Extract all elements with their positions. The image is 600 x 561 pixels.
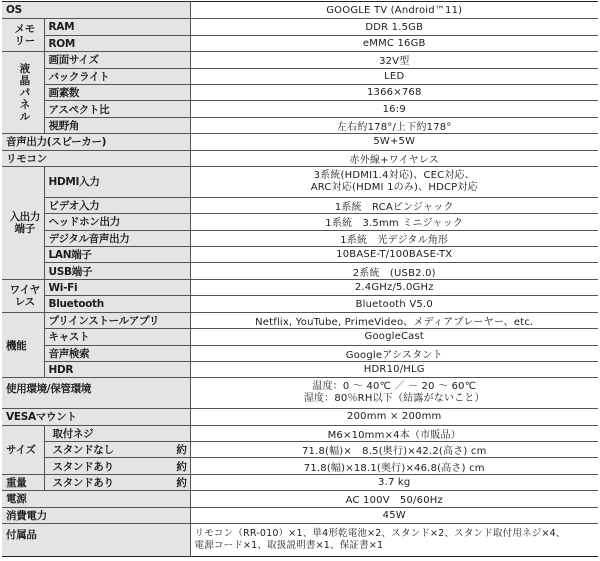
value-rom: eMMC 16GB — [190, 35, 598, 51]
row-video — [2, 197, 598, 213]
group-panel-line5: ル — [19, 110, 30, 123]
group-io-line1: 入出力 — [9, 210, 41, 223]
label-apps: プリインストールアプリ — [44, 312, 190, 328]
label-pixels: 画素数 — [44, 85, 190, 101]
group-wireless-line1: ワイヤ — [9, 283, 40, 296]
group-memory-line2: リー — [14, 35, 35, 48]
label-weight-text: スタンドあり — [52, 476, 114, 489]
value-headphone: 1系統 3.5mm ミニジャック — [190, 214, 598, 230]
label-voice: 音声検索 — [44, 345, 190, 361]
label-bluetooth: Bluetooth — [44, 296, 190, 312]
group-weight: 重量 — [2, 474, 44, 490]
group-features: 機能 — [2, 312, 44, 378]
value-digital: 1系統 光デジタル角形 — [190, 230, 598, 246]
value-voice: Googleアシスタント — [190, 345, 598, 361]
group-wireless — [2, 279, 44, 312]
value-hdmi-line2: ARC対応(HDMI 1のみ)、HDCP対応 — [310, 181, 478, 193]
label-wifi: Wi-Fi — [44, 279, 190, 295]
value-accessories-line2: 電源コード×1、取扱説明書×1、保証書×1 — [194, 539, 384, 551]
value-aspect: 16:9 — [190, 101, 598, 117]
group-panel-line2: 晶 — [19, 74, 30, 87]
row-backlight — [2, 68, 598, 84]
label-power: 電源 — [2, 491, 190, 507]
group-wireless-line2: レス — [14, 295, 35, 308]
value-ram: DDR 1.5GB — [190, 19, 598, 35]
row-rom — [2, 35, 598, 51]
value-hdmi-line1: 3系統(HDMI1.4対応)、CEC対応、 — [313, 169, 475, 181]
label-lan: LAN端子 — [44, 247, 190, 263]
value-no-stand: 71.8(幅)× 8.5(奥行)×42.2(高さ) cm — [190, 441, 598, 457]
row-voice — [2, 345, 598, 361]
row-accessories — [2, 523, 598, 556]
group-panel-line3: パ — [19, 86, 30, 99]
label-consumption: 消費電力 — [2, 507, 190, 523]
label-hdr: HDR — [44, 361, 190, 377]
value-weight: 3.7 kg — [190, 474, 598, 490]
value-consumption: 45W — [190, 507, 598, 523]
label-digital: デジタル音声出力 — [44, 230, 190, 246]
row-ram — [2, 19, 598, 35]
label-remote: リモコン — [2, 150, 190, 166]
value-usb: 2系統 (USB2.0) — [190, 263, 598, 279]
value-vesa: 200mm × 200mm — [190, 409, 598, 425]
row-weight — [2, 474, 598, 490]
row-os — [2, 2, 598, 19]
value-apps: Netflix, YouTube, PrimeVideo、メディアプレーヤー、etc. — [190, 312, 598, 328]
row-audio — [2, 134, 598, 150]
value-pixels: 1366×768 — [190, 85, 598, 101]
value-environment-line1: 温度：0 ～ 40℃ ／ － 20 ～ 60℃ — [312, 381, 477, 393]
value-lan: 10BASE-T/100BASE-TX — [190, 247, 598, 263]
label-environment: 使用環境/保管環境 — [2, 378, 190, 409]
value-audio: 5W+5W — [190, 134, 598, 150]
value-remote: 赤外線+ワイヤレス — [190, 150, 598, 166]
label-aspect: アスペクト比 — [44, 101, 190, 117]
value-backlight: LED — [190, 68, 598, 84]
label-viewing: 視野角 — [44, 117, 190, 133]
row-hdmi — [2, 167, 598, 198]
row-wifi — [2, 279, 598, 295]
label-ram: RAM — [44, 19, 190, 35]
value-bluetooth: Bluetooth V5.0 — [190, 296, 598, 312]
row-no-stand — [2, 441, 598, 457]
label-hdmi: HDMI入力 — [44, 167, 190, 198]
row-screws — [2, 425, 598, 441]
value-video: 1系統 RCAピンジャック — [190, 197, 598, 213]
value-accessories-line1: リモコン（RR-010）×1、単4形乾電池×2、スタンド×2、スタンド取付用ネジ×4、 — [194, 527, 566, 539]
label-usb: USB端子 — [44, 263, 190, 279]
row-hdr — [2, 361, 598, 377]
row-bluetooth — [2, 296, 598, 312]
label-headphone: ヘッドホン出力 — [44, 214, 190, 230]
group-memory — [2, 19, 44, 52]
group-size: サイズ — [2, 425, 44, 474]
label-screws: 取付ネジ — [44, 425, 190, 441]
label-backlight: バックライト — [44, 68, 190, 84]
group-memory-line1: メモ — [14, 23, 35, 36]
row-aspect — [2, 101, 598, 117]
row-lan — [2, 247, 598, 263]
label-cast: キャスト — [44, 329, 190, 345]
label-with-stand-text: スタンドあり — [52, 460, 114, 473]
group-panel — [2, 52, 44, 134]
value-hdmi — [190, 167, 598, 198]
value-hdr: HDR10/HLG — [190, 361, 598, 377]
spec-table — [2, 1, 598, 557]
label-no-stand-text: スタンドなし — [52, 444, 114, 457]
row-pixels — [2, 85, 598, 101]
row-with-stand — [2, 458, 598, 474]
label-video: ビデオ入力 — [44, 197, 190, 213]
unit-with-stand: 約 — [176, 460, 187, 473]
value-accessories — [190, 523, 598, 556]
row-environment — [2, 378, 598, 409]
row-consumption — [2, 507, 598, 523]
row-viewing — [2, 117, 598, 133]
value-viewing: 左右約178°/上下約178° — [190, 117, 598, 133]
value-power: AC 100V 50/60Hz — [190, 491, 598, 507]
value-screen-size: 32V型 — [190, 52, 598, 68]
group-io — [2, 167, 44, 280]
label-vesa: VESAマウント — [2, 409, 190, 425]
row-digital — [2, 230, 598, 246]
row-power — [2, 491, 598, 507]
row-apps — [2, 312, 598, 328]
unit-no-stand: 約 — [176, 444, 187, 457]
value-environment-line2: 湿度：80％RH以下（結露がないこと） — [303, 393, 485, 405]
unit-weight: 約 — [176, 476, 187, 489]
group-panel-line4: ネ — [19, 98, 30, 111]
row-headphone — [2, 214, 598, 230]
row-usb — [2, 263, 598, 279]
label-weight — [44, 474, 190, 490]
label-accessories: 付属品 — [2, 523, 190, 556]
group-panel-line1: 液 — [19, 62, 30, 75]
value-wifi: 2.4GHz/5.0GHz — [190, 279, 598, 295]
label-no-stand — [44, 441, 190, 457]
row-screen-size — [2, 52, 598, 68]
value-environment — [190, 378, 598, 409]
label-rom: ROM — [44, 35, 190, 51]
label-audio: 音声出力(スピーカー) — [2, 134, 190, 150]
row-remote — [2, 150, 598, 166]
value-with-stand: 71.8(幅)×18.1(奥行)×46.8(高さ) cm — [190, 458, 598, 474]
group-io-line2: 端子 — [14, 222, 35, 235]
value-screws: M6×10mm×4本（市販品） — [190, 425, 598, 441]
label-with-stand — [44, 458, 190, 474]
value-cast: GoogleCast — [190, 329, 598, 345]
label-os: OS — [2, 2, 190, 19]
label-screen-size: 画面サイズ — [44, 52, 190, 68]
value-os: GOOGLE TV (Android™11) — [190, 2, 598, 19]
row-vesa — [2, 409, 598, 425]
row-cast — [2, 329, 598, 345]
